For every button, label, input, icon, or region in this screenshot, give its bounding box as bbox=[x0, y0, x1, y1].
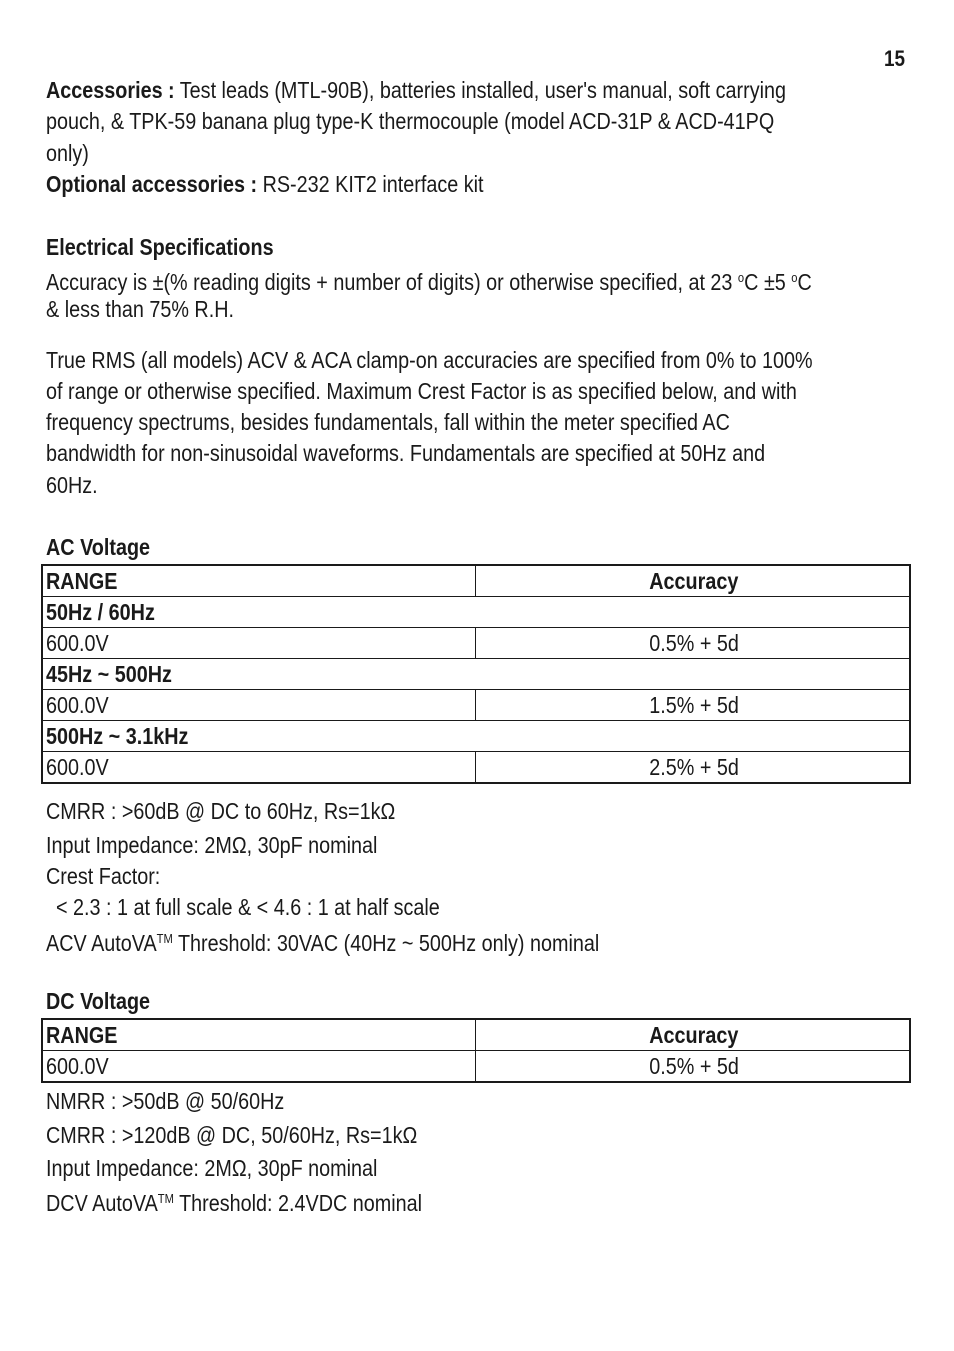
table-row bbox=[42, 752, 910, 784]
true-rms-line-1: True RMS (all models) ACV & ACA clamp-on accuracies are specified from 0% to 100% bbox=[46, 347, 813, 373]
dc-nmrr: NMRR : >50dB @ 50/60Hz bbox=[46, 1088, 285, 1114]
band-row bbox=[42, 659, 910, 690]
true-rms-line-3: frequency spectrums, besides fundamentals, fall within the meter specified AC bbox=[46, 409, 730, 435]
ac-cmrr: CMRR : >60dB @ DC to 60Hz, Rs=1kΩ bbox=[46, 798, 396, 824]
table-row bbox=[42, 690, 910, 721]
range-cell: 600.0V bbox=[42, 752, 475, 784]
ac-voltage-heading: AC Voltage bbox=[46, 534, 151, 560]
accessories-line-2: pouch, & TPK-59 banana plug type-K thermocouple (model ACD-31P & ACD-41PQ bbox=[46, 108, 775, 134]
accuracy-cell: 0.5% + 5d bbox=[475, 1051, 910, 1083]
ac-voltage-table bbox=[41, 564, 911, 784]
true-rms-line-2: of range or otherwise specified. Maximum Crest Factor is as specified below, and with bbox=[46, 378, 797, 404]
accuracy-cell: 1.5% + 5d bbox=[475, 690, 910, 721]
range-cell: 600.0V bbox=[42, 690, 475, 721]
dc-voltage-table bbox=[41, 1018, 911, 1083]
range-cell: 600.0V bbox=[42, 628, 475, 659]
electrical-specifications-heading: Electrical Specifications bbox=[46, 234, 274, 260]
optional-accessories-line bbox=[46, 169, 555, 199]
band-cell: 45Hz ~ 500Hz bbox=[42, 659, 910, 690]
table-row bbox=[42, 1051, 910, 1083]
dc-voltage-heading: DC Voltage bbox=[46, 988, 151, 1014]
table-row bbox=[42, 628, 910, 659]
accuracy-header: Accuracy bbox=[475, 565, 910, 597]
ac-input-impedance: Input Impedance: 2MΩ, 30pF nominal bbox=[46, 832, 378, 858]
dc-cmrr: CMRR : >120dB @ DC, 50/60Hz, Rs=1kΩ bbox=[46, 1122, 418, 1148]
crest-factor-value: < 2.3 : 1 at full scale & < 4.6 : 1 at half scale bbox=[56, 894, 440, 920]
accessories-line-3: only) bbox=[46, 140, 89, 166]
dc-input-impedance: Input Impedance: 2MΩ, 30pF nominal bbox=[46, 1155, 378, 1181]
band-row bbox=[42, 597, 910, 628]
band-row bbox=[42, 721, 910, 752]
page-number: 15 bbox=[884, 46, 906, 71]
table-header-row bbox=[42, 1019, 910, 1051]
band-cell: 500Hz ~ 3.1kHz bbox=[42, 721, 910, 752]
range-header: RANGE bbox=[42, 565, 475, 597]
accuracy-line-1: Accuracy is ±(% reading digits + number of digits) or otherwise specified, at 23 $^o$C ±5 $^o$C bbox=[46, 269, 812, 295]
accessories-line-1 bbox=[46, 75, 906, 105]
acv-autova-threshold: ACV AutoVA™ Threshold: 30VAC (40Hz ~ 500Hz only) nominal bbox=[46, 930, 600, 956]
accuracy-header: Accuracy bbox=[475, 1019, 910, 1051]
accuracy-cell: 2.5% + 5d bbox=[475, 752, 910, 784]
range-cell: 600.0V bbox=[42, 1051, 475, 1083]
accuracy-cell: 0.5% + 5d bbox=[475, 628, 910, 659]
accessories-text-1: Test leads (MTL-90B), batteries installed, user's manual, soft carrying bbox=[174, 77, 787, 103]
accuracy-line-2: & less than 75% R.H. bbox=[46, 296, 235, 322]
dcv-autova-threshold: DCV AutoVA™ Threshold: 2.4VDC nominal bbox=[46, 1190, 423, 1216]
crest-factor-label: Crest Factor: bbox=[46, 863, 161, 889]
true-rms-line-5: 60Hz. bbox=[46, 472, 98, 498]
band-cell: 50Hz / 60Hz bbox=[42, 597, 910, 628]
true-rms-line-4: bandwidth for non-sinusoidal waveforms. Fundamentals are specified at 50Hz and bbox=[46, 440, 766, 466]
accessories-label: Accessories : bbox=[46, 77, 175, 103]
range-header: RANGE bbox=[42, 1019, 475, 1051]
optional-accessories-label: Optional accessories : bbox=[46, 171, 258, 197]
optional-accessories-text: RS-232 KIT2 interface kit bbox=[257, 171, 484, 197]
table-header-row bbox=[42, 565, 910, 597]
